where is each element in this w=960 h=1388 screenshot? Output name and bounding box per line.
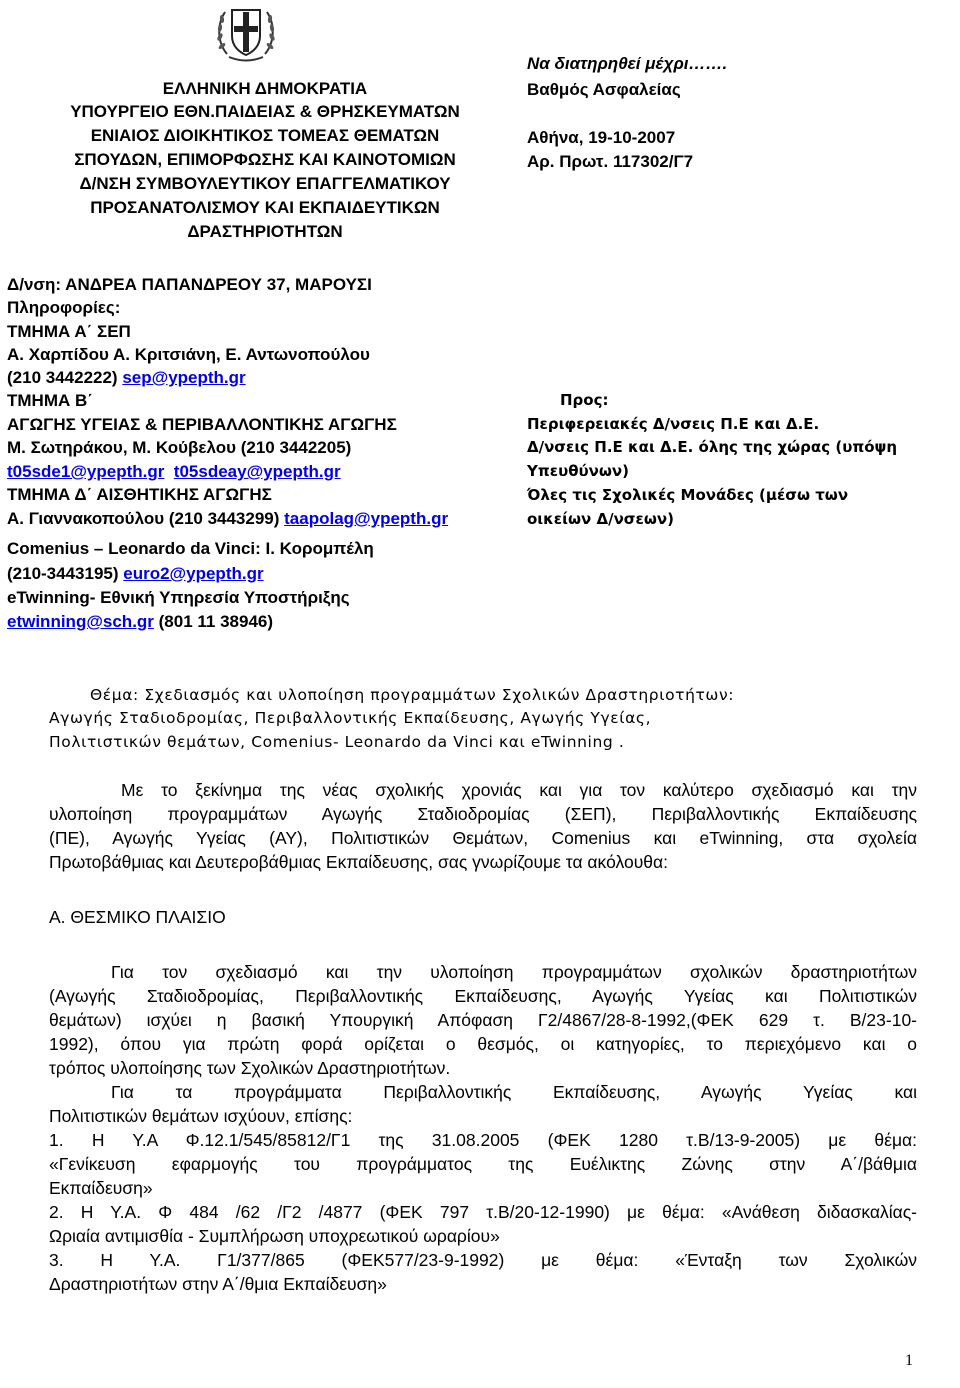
item1-line-1: 1. Η Υ.Α Φ.12.1/545/85812/Γ1 της 31.08.2005 (ΦΕΚ 1280 τ.Β/13-9-2005) με θέμα: (49, 1130, 917, 1150)
dept-b-name: ΑΓΩΓΗΣ ΥΓΕΙΑΣ & ΠΕΡΙΒΑΛΛΟΝΤΙΚΗΣ ΑΓΩΓΗΣ (7, 415, 397, 434)
intro-line-1: Με το ξεκίνημα της νέας σχολικής χρονιάς και για τον καλύτερο σχεδιασμό και την (121, 780, 917, 800)
recipient-line-4: Όλες τις Σχολικές Μονάδες (μέσω των (527, 486, 849, 504)
dept-a-email-link[interactable]: sep@ypepth.gr (122, 368, 246, 387)
item3-line-2: Δραστηριοτήτων στην Α΄/θμια Εκπαίδευση» (49, 1274, 387, 1294)
dept-b-people: Μ. Σωτηράκου, Μ. Κούβελου (210 3442205) (7, 438, 352, 457)
dept-d-people: Α. Γιαννακοπούλου (210 3443299) (7, 509, 285, 528)
para1-line-2: (Αγωγής Σταδιοδρομίας, Περιβαλλοντικής Εκπαίδευσης, Αγωγής Υγείας και Πολιτιστικών (49, 986, 917, 1006)
etwinning-email-link[interactable]: etwinning@sch.gr (7, 612, 154, 631)
dept-a-phone: (210 3442222) (7, 368, 123, 387)
header-line-directorate-cont: ΠΡΟΣΑΝΑΤΟΛΙΣΜΟΥ ΚΑΙ ΕΚΠΑΙΔΕΥΤΙΚΩΝ (90, 198, 440, 217)
intro-line-4: Πρωτοβάθμιας και Δευτεροβάθμιας Εκπαίδευσης, σας γνωρίζουμε τα ακόλουθα: (49, 852, 668, 872)
item1-line-2: «Γενίκευση εφαρμογής του προγράμματος της Ευέλικτης Ζώνης στην Α΄/βάθμια (49, 1154, 917, 1174)
header-line-sector-cont: ΣΠΟΥΔΩΝ, ΕΠΙΜΟΡΦΩΣΗΣ ΚΑΙ ΚΑΙΝΟΤΟΜΙΩΝ (74, 150, 456, 169)
retention-note: Να διατηρηθεί μέχρι……. (527, 54, 728, 73)
intro-line-3: (ΠΕ), Αγωγής Υγείας (ΑΥ), Πολιτιστικών Θεμάτων, Comenius και eTwinning, στα σχολεία (49, 828, 917, 848)
para2-line-1: Για τα προγράμματα Περιβαλλοντικής Εκπαίδευσης, Αγωγής Υγείας και (111, 1082, 917, 1102)
dept-b-title: ΤΜΗΜΑ Β΄ (7, 391, 93, 410)
dept-a-people: Α. Χαρπίδου Α. Κριτσιάνη, Ε. Αντωνοπούλου (7, 345, 370, 364)
subject-line-1: Θέμα: Σχεδιασμός και υλοποίηση προγραμμάτων Σχολικών Δραστηριοτήτων: (90, 686, 735, 704)
page-number: 1 (905, 1352, 913, 1369)
place-date: Αθήνα, 19-10-2007 (527, 128, 676, 147)
recipient-line-3: Υπευθύνων) (527, 462, 629, 480)
item1-line-3: Εκπαίδευση» (49, 1178, 153, 1198)
recipient-line-5: οικείων Δ/νσεων) (527, 510, 674, 528)
para2-line-2: Πολιτιστικών θεμάτων ισχύουν, επίσης: (49, 1106, 353, 1126)
recipient-line-1: Περιφερειακές Δ/νσεις Π.Ε και Δ.Ε. (527, 415, 820, 433)
comenius-phone-line (7, 562, 264, 585)
subject-line-3: Πολιτιστικών θεμάτων, Comenius- Leonardo da Vinci και eTwinning . (49, 733, 625, 751)
comenius-phone: (210-3443195) (7, 564, 124, 583)
etwinning-phone: (801 11 38946) (153, 612, 274, 631)
item2-line-1: 2. Η Υ.Α. Φ 484 /62 /Γ2 /4877 (ΦΕΚ 797 τ.Β/20-12-1990) με θέμα: «Ανάθεση διδασκαλίας- (49, 1202, 917, 1222)
para1-line-4: 1992), όπου για πρώτη φορά ορίζεται ο θεσμός, οι κατηγορίες, το περιεχόμενο και ο (49, 1034, 917, 1054)
protocol-number: Αρ. Πρωτ. 117302/Γ7 (527, 152, 694, 171)
subject-line-2: Αγωγής Σταδιοδρομίας, Περιβαλλοντικής Εκπαίδευσης, Αγωγής Υγείας, (49, 709, 652, 727)
header-line-sector: ΕΝΙΑΙΟΣ ΔΙΟΙΚΗΤΙΚΟΣ ΤΟΜΕΑΣ ΘΕΜΑΤΩΝ (90, 126, 440, 145)
item3-line-1: 3. Η Υ.Α. Γ1/377/865 (ΦΕΚ577/23-9-1992) με θέμα: «Ένταξη των Σχολικών (49, 1250, 917, 1270)
address: Δ/νση: ΑΝΔΡΕΑ ΠΑΠΑΝΔΡΕΟΥ 37, ΜΑΡΟΥΣΙ (7, 275, 372, 294)
dept-b-emails (7, 460, 341, 483)
dept-d-email-link[interactable]: taapolag@ypepth.gr (284, 509, 449, 528)
recipient-line-2: Δ/νσεις Π.Ε και Δ.Ε. όλης της χώρας (υπόψη (527, 438, 898, 456)
para1-line-1: Για τον σχεδιασμό και την υλοποίηση προγραμμάτων σχολικών δραστηριοτήτων (111, 962, 917, 982)
dept-b-email-link-1[interactable]: t05sde1@ypepth.gr (7, 462, 165, 481)
header-line-republic: ΕΛΛΗΝΙΚΗ ΔΗΜΟΚΡΑΤΙΑ (162, 79, 368, 98)
comenius-contact: Comenius – Leonardo da Vinci: Ι. Κορομπέλη (7, 539, 374, 558)
para1-line-5: τρόπος υλοποίησης των Σχολικών Δραστηριοτήτων. (49, 1058, 451, 1078)
recipients-label: Προς: (560, 391, 609, 409)
dept-d-title: ΤΜΗΜΑ Δ΄ ΑΙΣΘΗΤΙΚΗΣ ΑΓΩΓΗΣ (7, 485, 272, 504)
info-label: Πληροφορίες: (7, 298, 121, 317)
section-a-heading: Α. ΘΕΣΜΙΚΟ ΠΛΑΙΣΙΟ (49, 907, 226, 927)
etwinning-title: eTwinning- Εθνική Υπηρεσία Υποστήριξης (7, 588, 350, 607)
dept-a-contact (7, 366, 246, 389)
security-level: Βαθμός Ασφαλείας (527, 80, 681, 99)
header-line-directorate-end: ΔΡΑΣΤΗΡΙΟΤΗΤΩΝ (187, 222, 343, 241)
etwinning-contact (7, 610, 273, 633)
dept-a-title: ΤΜΗΜΑ Α΄ ΣΕΠ (7, 322, 131, 341)
header-line-ministry: ΥΠΟΥΡΓΕΙΟ ΕΘΝ.ΠΑΙΔΕΙΑΣ & ΘΡΗΣΚΕΥΜΑΤΩΝ (70, 102, 460, 121)
dept-b-email-link-2[interactable]: t05sdeay@ypepth.gr (173, 462, 341, 481)
greek-emblem-icon (213, 2, 279, 62)
item2-line-2: Ωριαία αντιμισθία - Συμπλήρωση υποχρεωτικού ωραρίου» (49, 1226, 500, 1246)
para1-line-3: θεμάτων) ισχύει η βασική Υπουργική Απόφαση Γ2/4867/28-8-1992,(ΦΕΚ 629 τ. Β/23-10- (49, 1010, 917, 1030)
comenius-email-link[interactable]: euro2@ypepth.gr (123, 564, 264, 583)
dept-d-contact (7, 507, 448, 530)
header-line-directorate: Δ/ΝΣΗ ΣΥΜΒΟΥΛΕΥΤΙΚΟΥ ΕΠΑΓΓΕΛΜΑΤΙΚΟΥ (79, 174, 451, 193)
intro-line-2: υλοποίηση προγραμμάτων Αγωγής Σταδιοδρομίας (ΣΕΠ), Περιβαλλοντικής Εκπαίδευσης (49, 804, 917, 824)
